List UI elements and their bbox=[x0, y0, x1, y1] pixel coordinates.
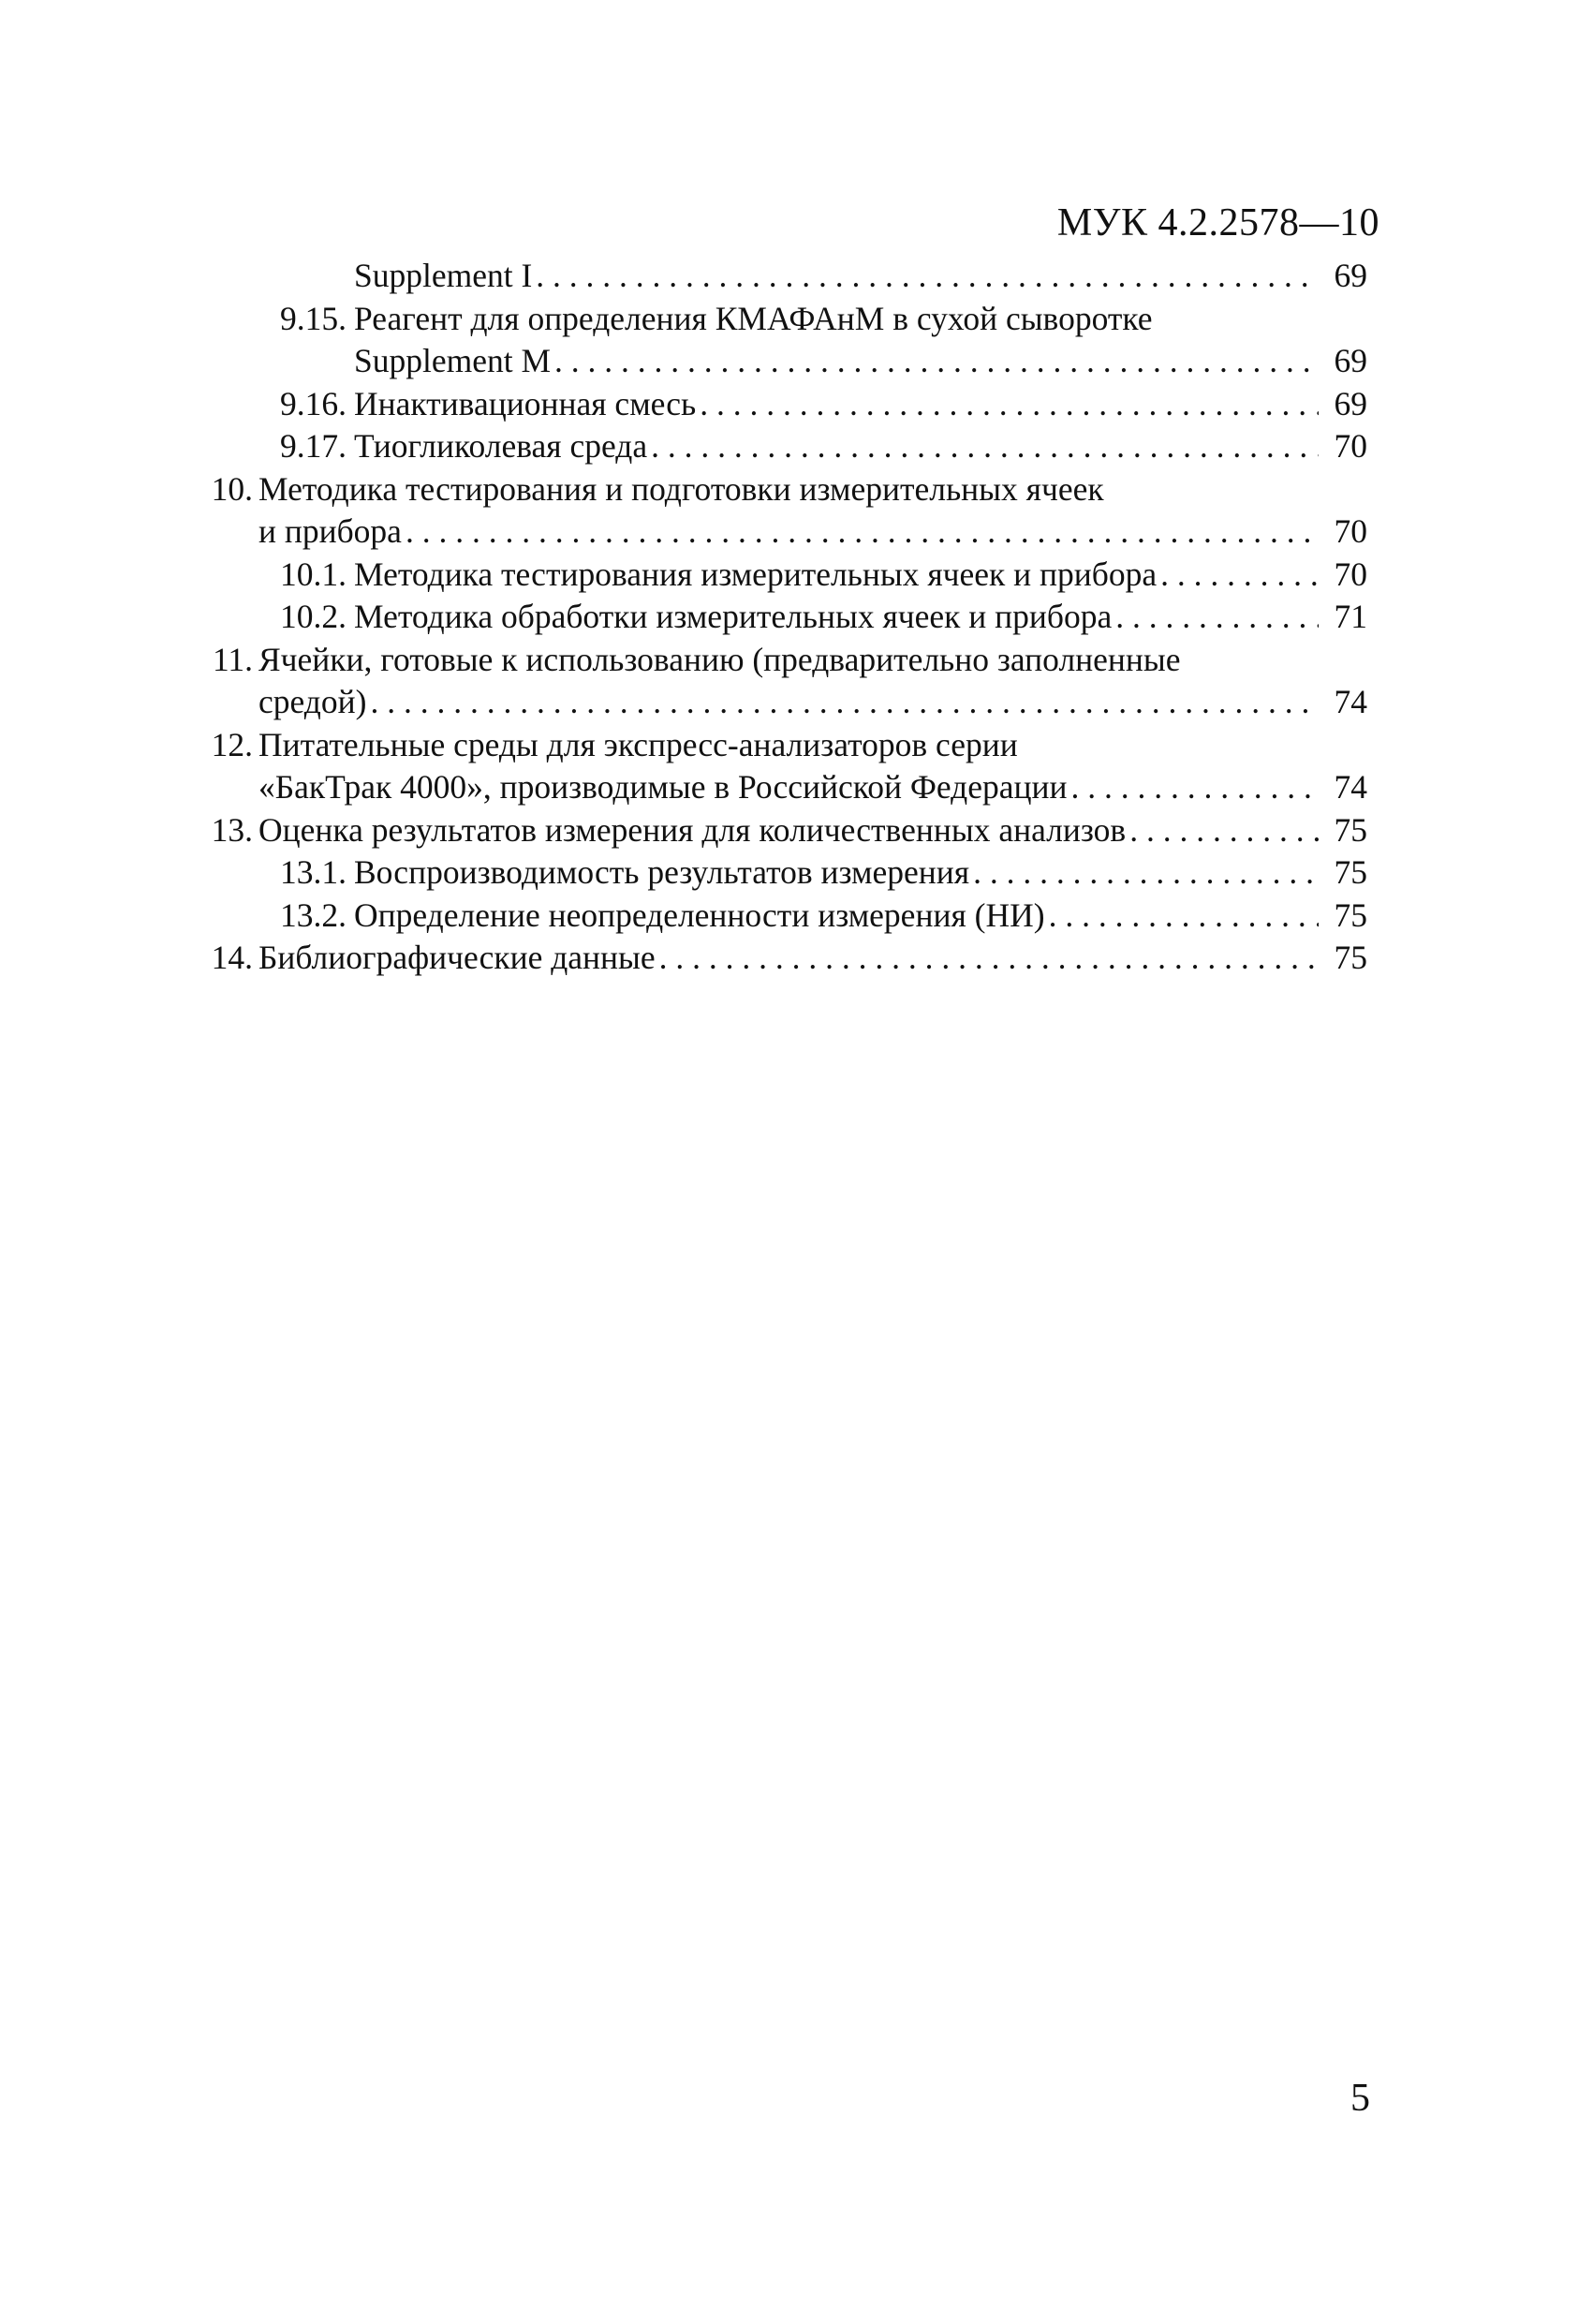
toc-entry-page: 70 bbox=[1334, 555, 1367, 593]
toc-entry-page: 71 bbox=[1334, 598, 1367, 635]
toc-dot-leader bbox=[551, 340, 1319, 383]
toc-entry-title: Методика обработки измерительных ячеек и прибора bbox=[354, 598, 1113, 635]
toc-entry bbox=[199, 639, 1367, 682]
toc-entry-number: 9.15. bbox=[280, 299, 347, 337]
toc-dot-leader bbox=[969, 851, 1319, 895]
toc-entry-title: Библиографические данные bbox=[258, 939, 656, 976]
toc-entry-number: 10.2. bbox=[280, 598, 347, 635]
toc-entry bbox=[199, 425, 1367, 468]
toc-entry-title: «БакТрак 4000», производимые в Российской Федерации bbox=[258, 768, 1068, 806]
toc-entry-page: 75 bbox=[1334, 896, 1367, 934]
toc-entry bbox=[199, 724, 1367, 767]
toc-entry-page: 75 bbox=[1334, 810, 1367, 849]
toc-entry bbox=[199, 468, 1367, 511]
toc-entry-page: 75 bbox=[1334, 939, 1367, 976]
toc-dot-leader bbox=[1068, 766, 1320, 809]
toc-entry bbox=[199, 511, 1367, 554]
toc-dot-leader bbox=[532, 255, 1319, 298]
toc-entry bbox=[199, 298, 1367, 341]
toc-dot-leader bbox=[647, 425, 1319, 468]
toc-entry-title: Реагент для определения КМАФАнМ в сухой сыворотке bbox=[354, 299, 1153, 337]
toc-dot-leader bbox=[656, 937, 1319, 980]
toc-entry-number: 9.17. bbox=[280, 427, 347, 465]
toc-dot-leader bbox=[366, 681, 1319, 724]
toc-entry-title: Тиогликолевая среда bbox=[354, 427, 648, 465]
toc-entry-number: 10.1. bbox=[280, 555, 347, 593]
toc-entry-title: Методика тестирования и подготовки измерительных ячеек bbox=[258, 469, 1104, 508]
toc-entry-title: Ячейки, готовые к использованию (предварительно заполненные bbox=[258, 640, 1181, 678]
toc-dot-leader bbox=[1126, 809, 1319, 852]
toc-entry bbox=[199, 766, 1367, 809]
toc-entry bbox=[199, 895, 1367, 938]
toc-entry-title: средой) bbox=[258, 683, 367, 720]
toc-entry-page: 69 bbox=[1334, 257, 1367, 294]
toc-entry-number: 14. bbox=[211, 939, 253, 976]
toc-entry-title: Питательные среды для экспресс-анализаторов серии bbox=[258, 725, 1018, 763]
toc-entry-page: 74 bbox=[1334, 683, 1367, 720]
toc-entry-title: Определение неопределенности измерения (НИ) bbox=[354, 896, 1045, 934]
toc-entry-number: 13.1. bbox=[280, 853, 347, 891]
toc-entry-number: 12. bbox=[211, 725, 253, 763]
page-number: 5 bbox=[1350, 2077, 1370, 2120]
toc-entry-title: Методика тестирования измерительных ячеек и прибора bbox=[354, 555, 1158, 593]
toc-entry bbox=[199, 596, 1367, 639]
toc-dot-leader bbox=[696, 383, 1319, 426]
toc-entry bbox=[199, 255, 1367, 298]
toc-entry-number: 9.16. bbox=[280, 384, 347, 422]
toc-entry bbox=[199, 809, 1367, 852]
toc-entry-page: 75 bbox=[1334, 853, 1367, 891]
table-of-contents bbox=[199, 255, 1367, 980]
toc-dot-leader bbox=[1112, 596, 1319, 639]
document-code: МУК 4.2.2578—10 bbox=[1056, 201, 1379, 244]
toc-entry bbox=[199, 851, 1367, 895]
toc-entry bbox=[199, 383, 1367, 426]
toc-entry-page: 69 bbox=[1334, 342, 1367, 379]
toc-entry-number: 13. bbox=[211, 810, 253, 849]
toc-entry-number: 11. bbox=[212, 640, 253, 678]
toc-entry-title: Supplement I bbox=[354, 257, 533, 294]
toc-entry-title: Оценка результатов измерения для количественных анализов bbox=[258, 810, 1127, 849]
toc-entry bbox=[199, 554, 1367, 597]
toc-entry-title: Supplement M bbox=[354, 342, 552, 379]
toc-entry-title: Инактивационная смесь bbox=[354, 384, 697, 422]
toc-entry-page: 70 bbox=[1334, 512, 1367, 550]
toc-entry-page: 74 bbox=[1334, 768, 1367, 806]
toc-entry-number: 13.2. bbox=[280, 896, 347, 934]
toc-entry-number: 10. bbox=[211, 469, 253, 508]
toc-dot-leader bbox=[1157, 554, 1319, 597]
toc-entry-title: и прибора bbox=[258, 512, 402, 550]
toc-entry bbox=[199, 681, 1367, 724]
toc-dot-leader bbox=[402, 511, 1319, 554]
toc-dot-leader bbox=[1045, 895, 1319, 938]
toc-entry-title: Воспроизводимость результатов измерения bbox=[354, 853, 970, 891]
toc-entry bbox=[199, 937, 1367, 980]
toc-entry-page: 69 bbox=[1334, 384, 1367, 422]
toc-entry bbox=[199, 340, 1367, 383]
toc-entry-page: 70 bbox=[1334, 427, 1367, 465]
